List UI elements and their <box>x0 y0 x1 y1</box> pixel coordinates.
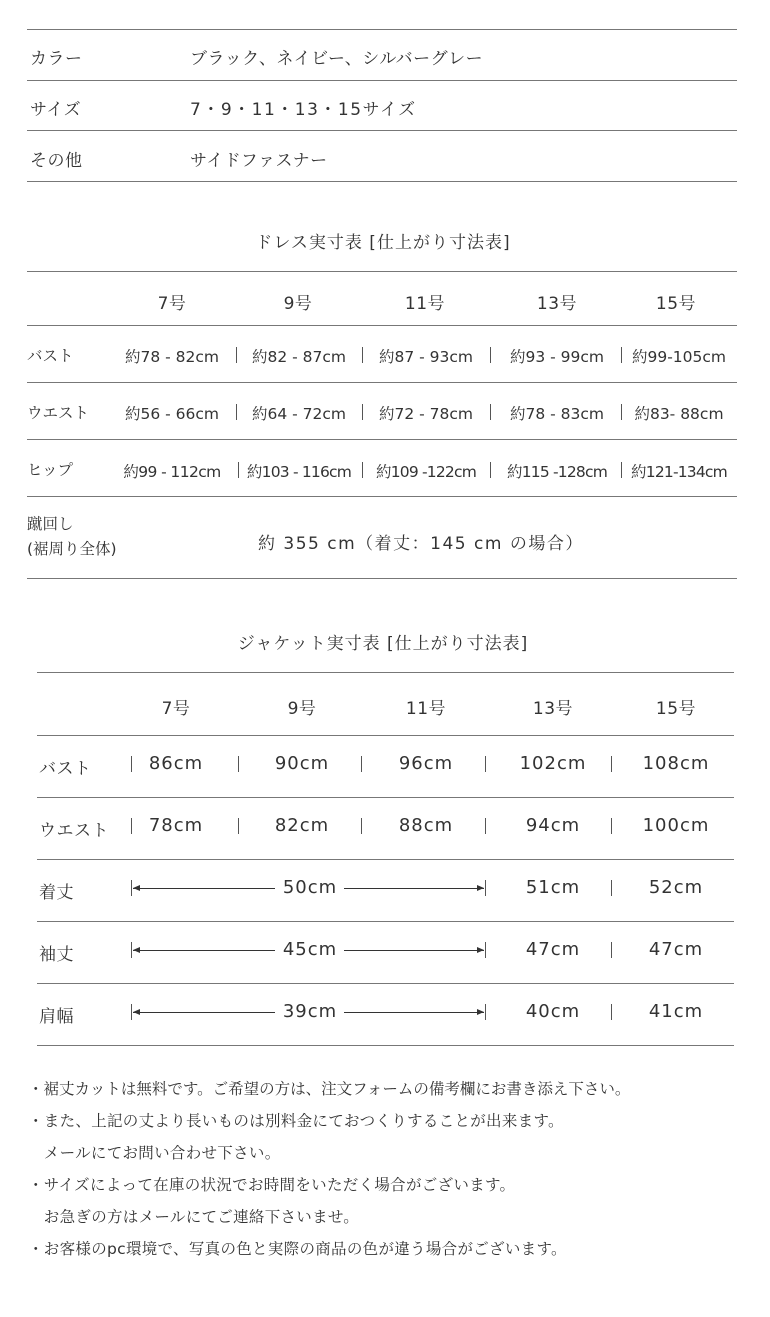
cell-separator <box>485 942 486 958</box>
dress-row-label-waist: ウエスト <box>27 404 90 422</box>
jacket-size-header: 11号 <box>405 699 447 719</box>
note-line: ・裾丈カットは無料です。ご希望の方は、注文フォームの備考欄にお書き添え下さい。 <box>28 1080 631 1098</box>
jacket-size-header: 9号 <box>287 699 317 719</box>
span-arrow-right <box>344 1012 484 1013</box>
cell-separator <box>238 756 239 772</box>
jacket-cell: 90cm <box>274 753 330 774</box>
cell-separator <box>485 880 486 896</box>
divider <box>27 29 737 30</box>
cell-separator <box>362 404 363 420</box>
span-arrow-right <box>344 950 484 951</box>
jacket-size-header: 7号 <box>161 699 191 719</box>
spec-label-size: サイズ <box>30 100 82 120</box>
jacket-row-label-length: 着丈 <box>39 883 74 903</box>
dress-cell: 約109 -122cm <box>375 463 477 481</box>
jacket-cell: 82cm <box>274 815 330 836</box>
note-line: ・また、上記の丈より長いものは別料金にておつくりすることが出来ます。 <box>28 1112 564 1130</box>
dress-row-label-hem-sub: (裾周り全体) <box>27 540 117 558</box>
cell-separator <box>131 818 132 834</box>
dress-cell: 約78 - 83cm <box>509 405 605 423</box>
cell-separator <box>485 818 486 834</box>
note-line: ・お客様のpc環境で、写真の色と実際の商品の色が違う場合がございます。 <box>28 1240 567 1258</box>
dress-size-header: 9号 <box>283 294 313 314</box>
cell-separator <box>238 462 239 478</box>
dress-table-title: ドレス実寸表 [仕上がり寸法表] <box>255 233 511 253</box>
jacket-cell: 86cm <box>148 753 204 774</box>
note-line: メールにてお問い合わせ下さい。 <box>28 1144 281 1162</box>
note-line: ・サイズによって在庫の状況でお時間をいただく場合がございます。 <box>28 1176 516 1194</box>
jacket-cell: 41cm <box>648 1001 704 1022</box>
jacket-cell: 96cm <box>398 753 454 774</box>
divider <box>27 271 737 272</box>
span-arrow-left <box>133 950 275 951</box>
dress-cell: 約103 - 116cm <box>246 463 352 481</box>
jacket-row-label-waist: ウエスト <box>39 821 109 841</box>
spec-value-color: ブラック、ネイビー、シルバーグレー <box>190 49 484 69</box>
cell-separator <box>362 462 363 478</box>
jacket-cell: 88cm <box>398 815 454 836</box>
dress-size-header: 15号 <box>655 294 697 314</box>
cell-separator <box>611 880 612 896</box>
dress-cell: 約82 - 87cm <box>251 348 347 366</box>
cell-separator <box>131 942 132 958</box>
cell-separator <box>238 818 239 834</box>
spec-label-other: その他 <box>30 151 83 171</box>
divider <box>37 859 734 860</box>
dress-size-header: 7号 <box>157 294 187 314</box>
divider <box>27 439 737 440</box>
cell-separator <box>131 756 132 772</box>
span-arrow-left <box>133 1012 275 1013</box>
divider <box>37 983 734 984</box>
jacket-cell: 47cm <box>525 939 581 960</box>
dress-cell: 約83- 88cm <box>634 405 724 423</box>
jacket-cell: 47cm <box>648 939 704 960</box>
dress-cell: 約72 - 78cm <box>378 405 474 423</box>
span-arrow-left <box>133 888 275 889</box>
divider <box>27 130 737 131</box>
cell-separator <box>131 1004 132 1020</box>
jacket-table-title: ジャケット実寸表 [仕上がり寸法表] <box>237 634 529 654</box>
cell-separator <box>611 756 612 772</box>
dress-cell: 約87 - 93cm <box>378 348 474 366</box>
cell-separator <box>611 942 612 958</box>
jacket-size-header: 13号 <box>532 699 574 719</box>
dress-cell: 約78 - 82cm <box>124 348 220 366</box>
cell-separator <box>611 818 612 834</box>
jacket-cell: 102cm <box>519 753 587 774</box>
cell-separator <box>361 818 362 834</box>
jacket-span-value: 45cm <box>282 939 338 960</box>
dress-hem-value: 約 355 cm（着丈：145 cm の場合） <box>258 534 584 554</box>
divider <box>27 382 737 383</box>
cell-separator <box>490 462 491 478</box>
jacket-cell: 52cm <box>648 877 704 898</box>
dress-row-label-hip: ヒップ <box>27 461 74 479</box>
jacket-cell: 51cm <box>525 877 581 898</box>
cell-separator <box>490 404 491 420</box>
divider <box>37 921 734 922</box>
spec-value-other: サイドファスナー <box>190 151 328 171</box>
jacket-cell: 100cm <box>642 815 710 836</box>
cell-separator <box>485 1004 486 1020</box>
jacket-span-value: 39cm <box>282 1001 338 1022</box>
cell-separator <box>611 1004 612 1020</box>
jacket-cell: 78cm <box>148 815 204 836</box>
divider <box>37 797 734 798</box>
jacket-cell: 40cm <box>525 1001 581 1022</box>
dress-size-header: 13号 <box>536 294 578 314</box>
dress-row-label-bust: バスト <box>27 347 74 365</box>
divider <box>37 1045 734 1046</box>
divider <box>27 578 737 579</box>
cell-separator <box>621 347 622 363</box>
divider <box>37 735 734 736</box>
dress-cell: 約121-134cm <box>631 463 727 481</box>
dress-size-header: 11号 <box>404 294 446 314</box>
dress-cell: 約56 - 66cm <box>124 405 220 423</box>
jacket-size-header: 15号 <box>655 699 697 719</box>
jacket-cell: 94cm <box>525 815 581 836</box>
divider <box>27 325 737 326</box>
spec-value-size: 7・9・11・13・15サイズ <box>190 100 417 120</box>
cell-separator <box>621 404 622 420</box>
cell-separator <box>362 347 363 363</box>
cell-separator <box>236 404 237 420</box>
divider <box>37 672 734 673</box>
dress-cell: 約99 - 112cm <box>123 463 221 481</box>
divider <box>27 181 737 182</box>
dress-cell: 約64 - 72cm <box>251 405 347 423</box>
dress-cell: 約115 -128cm <box>506 463 608 481</box>
cell-separator <box>621 462 622 478</box>
divider <box>27 80 737 81</box>
divider <box>27 496 737 497</box>
dress-row-label-hem: 蹴回し <box>27 515 74 533</box>
span-arrow-right <box>344 888 484 889</box>
cell-separator <box>485 756 486 772</box>
spec-label-color: カラー <box>30 49 83 69</box>
dress-cell: 約93 - 99cm <box>509 348 605 366</box>
jacket-row-label-bust: バスト <box>39 759 92 779</box>
jacket-span-value: 50cm <box>282 877 338 898</box>
jacket-row-label-shoulder: 肩幅 <box>39 1007 74 1027</box>
note-line: お急ぎの方はメールにてご連絡下さいませ。 <box>28 1208 360 1226</box>
cell-separator <box>236 347 237 363</box>
cell-separator <box>131 880 132 896</box>
jacket-row-label-sleeve: 袖丈 <box>39 945 74 965</box>
cell-separator <box>361 756 362 772</box>
cell-separator <box>490 347 491 363</box>
jacket-cell: 108cm <box>642 753 710 774</box>
dress-cell: 約99-105cm <box>631 348 727 366</box>
